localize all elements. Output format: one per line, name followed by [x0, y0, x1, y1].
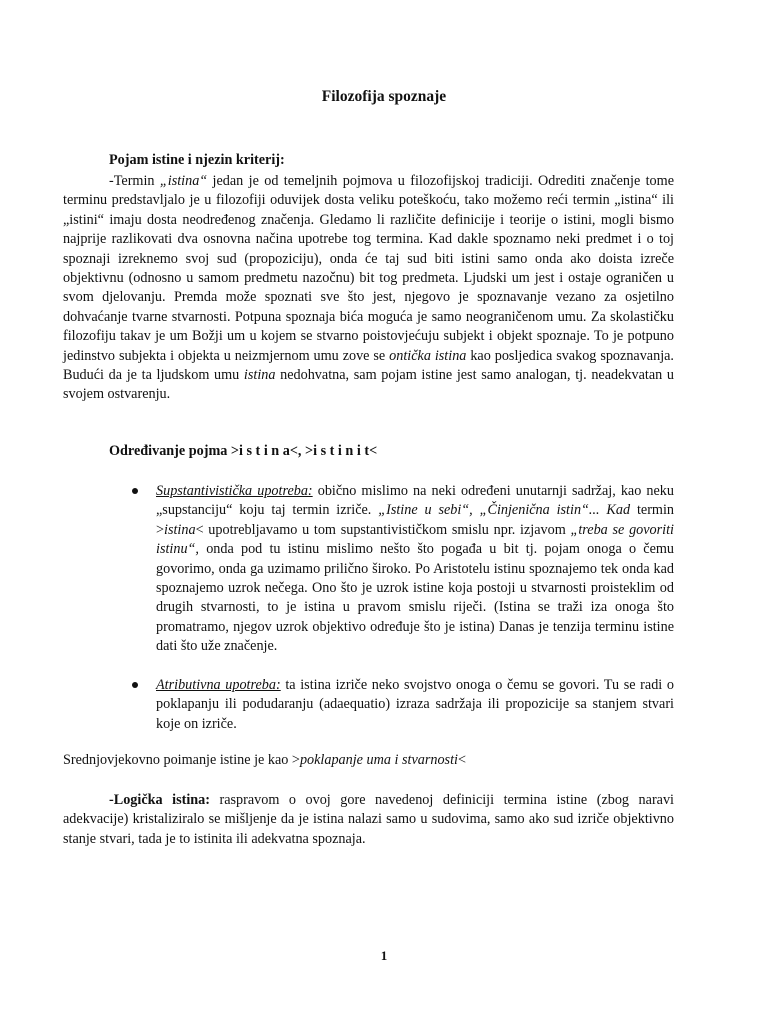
paragraph-text: kao posljedica svakog spoznavanja. Budući da je ta ljudskom umu: [63, 347, 674, 384]
paragraph-pojam-istine: [63, 172, 674, 405]
list-item-supstantivisticka: [132, 482, 674, 657]
list-item-text-italic: „treba se govoriti istinu“,: [156, 521, 674, 558]
paragraph-logicka-istina: [63, 791, 674, 849]
paragraph-text: nedohvatna, sam pojam istine jest samo analogan, tj. neadekvatan u svojem ostvarenju.: [63, 367, 674, 403]
line-text: Srednjovjekovno poimanje istine je kao >: [63, 752, 300, 768]
list-item-text-italic: istina: [164, 521, 196, 538]
list-item-text-part: onda pod tu istinu mislimo nešto što pogađa u bit tj. pojam onoga o čemu govorimo, onda ga uzimamo prilično široko. Po Aristotelu istinu spoznajemo tek onda kad spoznajemo uzrok nečega. Ono što je uzrok istine koja postoji u stvarnosti proisteklim od drugih stvarnosti, to je istina u pravom smislu riječi. (Istina se traži iza onoga što promatramo, njegov uzrok objektivo određuje što je istina) Danas je tenzija terminu istine dati što uže značenje.: [156, 541, 674, 655]
list-item-term: Supstantivistička upotreba:: [156, 483, 313, 499]
list-item-text-part: < upotrebljavamo u tom supstantivističkom smislu npr. izjavom: [195, 521, 571, 538]
paragraph-text: -Termin: [109, 173, 160, 189]
paragraph-text-italic: istina: [243, 367, 276, 384]
bullet-icon: [132, 488, 138, 494]
line-text-italic: poklapanje uma i stvarnosti: [299, 752, 458, 768]
list-item-text-part: termin >: [156, 502, 674, 538]
section-heading-odredivanje-pojma: Određivanje pojma >i s t i n a<, >i s t i n i t<: [109, 443, 378, 459]
paragraph-text-italic: „istina“: [159, 173, 208, 189]
list-item-text-part: ta istina izriče neko svojstvo onoga o čemu se govori. Tu se radi o poklapanju ili podudaranju (adaequatio) izraza sadržaja ili propozicije sa stanjem stvari koje on izriče.: [156, 677, 674, 732]
list-item-text-part: obično mislimo na neki određeni unutarnji sadržaj, kao neku „supstanciju“ koju taj termin izriče.: [156, 483, 674, 519]
list-item-atributivna: [132, 676, 674, 734]
document-title: Filozofija spoznaje: [321, 88, 447, 105]
list-item-text-italic: „Istine u sebi“, „Činjenična istin“... Kad: [378, 502, 631, 519]
paragraph-text: raspravom o ovoj gore navedenoj definiciji termina istine (zbog naravi adekvacije) kristaliziralo se mišljenje da je istina nalazi samo u sudovima, samo ako sud izriče objektivno stanje stvari, tada je to istinita ili adekvatna spoznaja.: [63, 792, 674, 847]
list-item-text: [156, 676, 674, 734]
list-item-term: Atributivna upotreba:: [156, 677, 281, 693]
paragraph-term: -Logička istina:: [109, 792, 210, 808]
line-text: <: [457, 752, 466, 768]
bullet-icon: [132, 682, 138, 688]
page-number: 1: [380, 948, 388, 963]
paragraph-text-italic: ontička istina: [389, 347, 467, 364]
medieval-definition-line: [63, 752, 466, 769]
section-heading-pojam-istine: Pojam istine i njezin kriterij:: [109, 152, 285, 168]
paragraph-text: jedan je od temeljnih pojmova u filozofijskoj tradiciji. Odrediti značenje tome terminu predstavljalo je u filozofiji oduvijek dosta veliku poteškoću, tako možemo reći termin „istina“ ili „istini“ imaju dosta neodređenog značenja. Gledamo li različite definicije i teorije o istini, mogli bismo najprije razlikovati dva osnovna načina upotrebe tog termina. Kad dakle spoznamo neki predmet i o toj spoznaji izreknemo svoj sud (propoziciju), onda će taj sud biti istini samo onda ako doista izreče objektivnu (odnosno u samom predmetu nazočnu) bit tog predmeta. Ljudski um jest i ostaje ograničen u svom djelovanju. Premda može spoznati sve što jest, njegovo je spoznavanje vezano za osjetilno dohvaćanje tvarne stvarnosti. Potpuna spoznaja bića moguća je samo neograničenom umu. Za skolastičku filozofiju takav je um Božji um u kojem se stvarno poistovjećuju subjekt i objekt spoznaje. To je potpuno jedinstvo subjekta i objekta u neizmjernom umu zove se: [63, 173, 674, 364]
list-item-text: [156, 482, 674, 657]
